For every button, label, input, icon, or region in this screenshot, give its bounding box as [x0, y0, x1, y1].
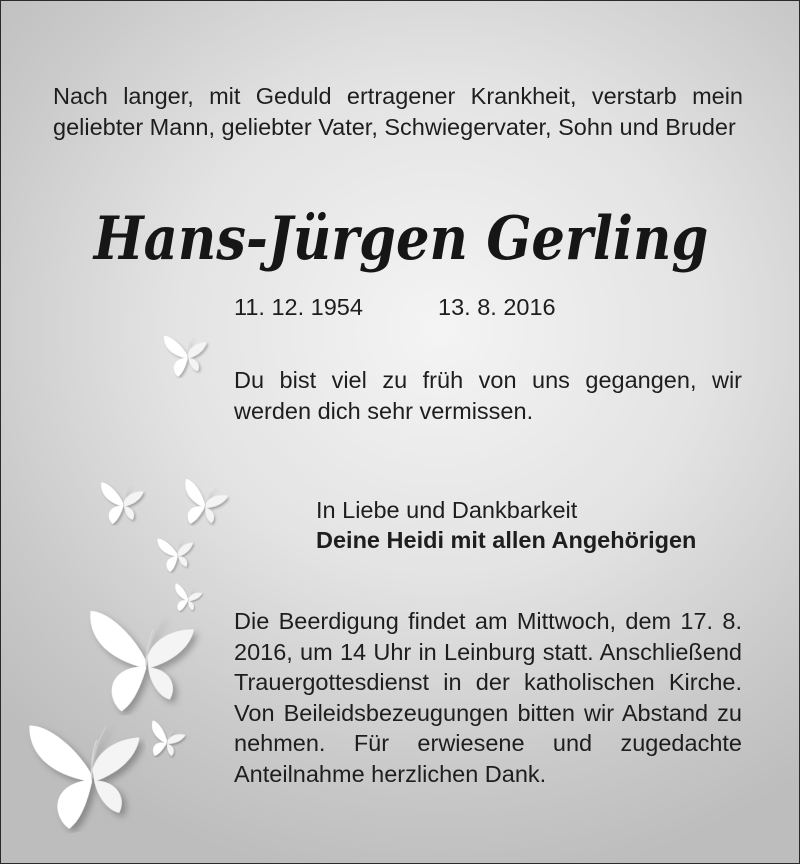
butterfly-icon	[154, 531, 200, 575]
intro-text: Nach langer, mit Geduld ertragener Krankheit, verstarb mein geliebter Mann, geliebter Vater, Schwiegervater, Sohn und Bruder	[53, 83, 743, 140]
deceased-name: Hans-Jürgen Gerling	[93, 204, 709, 274]
butterfly-icon	[92, 477, 153, 527]
birth-date: 11. 12. 1954	[234, 294, 363, 320]
butterfly-icon	[79, 595, 210, 719]
butterfly-icon	[158, 328, 216, 381]
butterfly-icon	[175, 476, 236, 530]
butterfly-icon	[22, 702, 159, 839]
closing-line: In Liebe und Dankbarkeit	[316, 497, 578, 523]
farewell-message: Du bist viel zu früh von uns gegangen, wir werden dich sehr vermissen.	[234, 367, 742, 424]
funeral-details: Die Beerdigung findet am Mittwoch, dem 17. 8. 2016, um 14 Uhr in Leinburg statt. Anschließend Trauergottesdienst in der katholischen Kirche. Von Beileidsbezeugungen bitten wir Abstand zu nehmen. Für erwiesene und zugedachte Anteilnahme herzlichen Dank.	[234, 608, 742, 787]
butterfly-icon	[143, 718, 192, 762]
death-date: 13. 8. 2016	[438, 294, 556, 320]
family-signature: Deine Heidi mit allen Angehörigen	[316, 527, 697, 553]
